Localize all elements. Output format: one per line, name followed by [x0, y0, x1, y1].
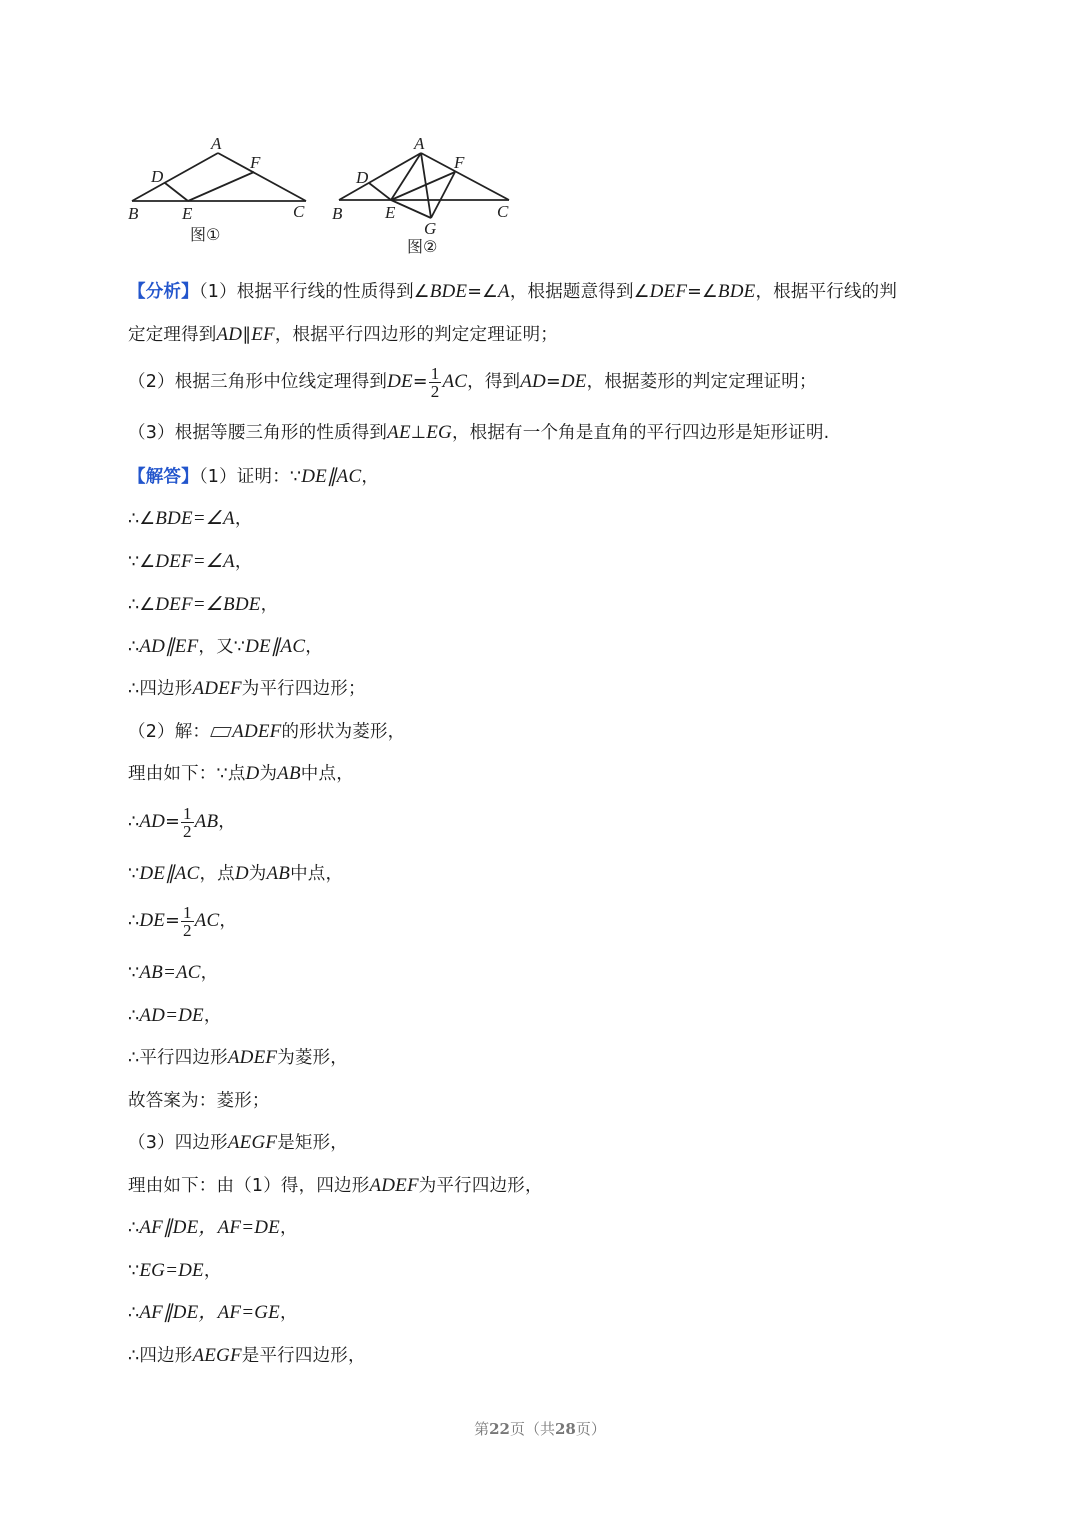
text: 为	[248, 864, 267, 884]
text: （1）证明：∵	[198, 467, 302, 487]
math: ADEF	[369, 1175, 419, 1196]
text: =	[545, 372, 561, 392]
fig2-caption: 图②	[407, 237, 438, 256]
solution-line-5	[128, 635, 323, 659]
text: （2）根据三角形中位线定理得到	[128, 372, 388, 392]
figure-1	[120, 128, 320, 253]
text: ∴∠	[128, 509, 156, 529]
math: EG	[426, 422, 452, 443]
math: AB	[277, 763, 301, 784]
math: BDE=∠A	[155, 508, 235, 529]
text: ∴	[128, 911, 140, 931]
math: DEF	[649, 281, 688, 302]
math: BDE	[717, 281, 756, 302]
text: 是矩形，	[277, 1133, 348, 1153]
solution-line-13	[128, 1004, 222, 1028]
text: ，	[203, 1261, 222, 1281]
math: DE∥AC	[139, 863, 200, 884]
math: EG=DE	[139, 1260, 204, 1281]
text: （1）根据平行线的性质得到∠	[198, 282, 430, 302]
analysis-tag: 【分析】	[128, 282, 199, 302]
solution-line-3	[128, 550, 253, 574]
text: ∴四边形	[128, 679, 193, 699]
math: AB	[194, 811, 219, 832]
text: ∴	[128, 1006, 140, 1026]
total-pages: 28	[555, 1420, 576, 1438]
text: 理由如下：由（1）得，四边形	[128, 1176, 370, 1196]
math: ADEF	[232, 721, 282, 742]
solution-line-21	[128, 1344, 366, 1368]
text: 是平行四边形，	[241, 1346, 366, 1366]
text: ∴	[128, 637, 140, 657]
math: D	[245, 763, 260, 784]
numerator: 1	[182, 803, 192, 823]
solution-line-19	[128, 1259, 222, 1283]
math: AEGF	[227, 1132, 278, 1153]
text: =∠	[467, 282, 498, 302]
text: =	[165, 911, 180, 931]
math: ADEF	[227, 1047, 278, 1068]
math: AE	[387, 422, 411, 443]
math: AD	[216, 324, 243, 345]
text: 定定理得到	[128, 325, 217, 345]
fig2-label-b: B	[332, 204, 343, 223]
text: ，	[260, 595, 279, 615]
fig1-label-f: F	[250, 153, 261, 172]
parallelogram-icon	[210, 727, 232, 737]
math: ADEF	[192, 678, 242, 699]
text: ，	[279, 1218, 298, 1238]
analysis-line-2	[128, 323, 558, 347]
fig1-caption: 图①	[190, 225, 221, 244]
text: 第	[474, 1420, 490, 1438]
fig1-label-e: E	[182, 204, 193, 223]
solution-line-20	[128, 1301, 298, 1325]
text: ，	[218, 812, 236, 832]
math: AD	[520, 371, 546, 392]
math: DE	[560, 371, 587, 392]
fig2-label-a: A	[414, 134, 425, 153]
text: ，	[203, 1006, 222, 1026]
solution-line-11	[128, 899, 237, 943]
math: AD	[139, 811, 166, 832]
text: 中点，	[300, 764, 354, 784]
numerator: 1	[430, 363, 440, 383]
math: AEGF	[192, 1345, 242, 1366]
text: ，根据菱形的判定定理证明；	[586, 372, 817, 392]
text: =∠	[687, 282, 718, 302]
analysis-line-1	[128, 280, 897, 304]
solution-line-1	[128, 465, 379, 489]
text: ，	[279, 1303, 298, 1323]
text: 为平行四边形，	[418, 1176, 543, 1196]
fig2-label-g: G	[424, 219, 437, 238]
text: 为平行四边形；	[241, 679, 366, 699]
text: ∴	[128, 812, 140, 832]
numerator: 1	[182, 902, 192, 922]
text: （2）解：	[128, 722, 211, 742]
math: DE	[139, 910, 166, 931]
text: ∵	[128, 963, 140, 983]
solution-line-15	[128, 1089, 270, 1113]
fig2-label-c: C	[497, 202, 509, 221]
text: （3）根据等腰三角形的性质得到	[128, 423, 388, 443]
text: ∴平行四边形	[128, 1048, 228, 1068]
text: ，	[305, 637, 323, 657]
text: ，根据有一个角是直角的平行四边形是矩形证明.	[451, 423, 830, 443]
fig2-label-f: F	[454, 153, 465, 172]
text: 为	[259, 764, 278, 784]
text: ，	[234, 509, 253, 529]
math: DE	[387, 371, 413, 392]
analysis-line-3	[128, 360, 817, 404]
math: D	[234, 863, 249, 884]
fig2-label-e: E	[385, 203, 396, 222]
text: ∴∠	[128, 595, 156, 615]
text: 中点，	[290, 864, 344, 884]
text: 页（共	[509, 1420, 555, 1438]
fig1-label-b: B	[128, 204, 139, 223]
math: AC	[442, 371, 468, 392]
page-number: 22	[489, 1420, 510, 1438]
text: ∴	[128, 1218, 140, 1238]
math: A	[498, 281, 510, 302]
solution-tag: 【解答】	[128, 467, 199, 487]
text: ，	[234, 552, 253, 572]
text: ，根据平行四边形的判定定理证明；	[274, 325, 559, 345]
fraction	[181, 805, 194, 840]
solution-line-12	[128, 961, 218, 985]
denominator: 2	[182, 920, 192, 940]
solution-line-9	[128, 800, 236, 844]
text: 的形状为菱形，	[281, 722, 406, 742]
solution-line-10	[128, 862, 343, 886]
math: DE∥AC	[245, 636, 306, 657]
math: DE∥AC	[301, 466, 362, 487]
denominator: 2	[430, 381, 440, 401]
math: AD∥EF	[139, 636, 199, 657]
fig1-label-d: D	[151, 167, 164, 186]
solution-line-16	[128, 1131, 348, 1155]
text: 为菱形，	[277, 1048, 348, 1068]
math: DEF=∠BDE	[155, 594, 261, 615]
analysis-line-4	[128, 421, 829, 445]
text: 理由如下：∵点	[128, 764, 246, 784]
fig1-label-c: C	[293, 202, 305, 221]
figure-2	[325, 128, 525, 263]
text: ，	[219, 911, 238, 931]
solution-line-6	[128, 677, 366, 701]
text: （3）四边形	[128, 1133, 228, 1153]
text: ∥	[242, 325, 252, 345]
text: ∵	[128, 864, 140, 884]
text: 页）	[575, 1420, 606, 1438]
solution-line-4	[128, 593, 278, 617]
text: ，	[200, 963, 219, 983]
text: ∴	[128, 1303, 140, 1323]
solution-line-17	[128, 1174, 543, 1198]
solution-line-7	[128, 720, 405, 744]
math: AF∥DE，AF=GE	[139, 1302, 280, 1323]
math: AB	[266, 863, 291, 884]
page-footer	[0, 1418, 1080, 1439]
text: ⊥	[410, 423, 427, 443]
denominator: 2	[182, 821, 192, 841]
text: ，	[361, 467, 380, 487]
math: AF∥DE，AF=DE	[139, 1217, 280, 1238]
fraction	[181, 904, 194, 939]
solution-line-18	[128, 1216, 298, 1240]
fig1-label-a: A	[211, 134, 222, 153]
solution-line-8	[128, 762, 354, 786]
math: AB=AC	[139, 962, 201, 983]
text: ，根据题意得到∠	[509, 282, 650, 302]
text: ，又∵	[198, 637, 246, 657]
math: EF	[251, 324, 275, 345]
text: =	[165, 812, 180, 832]
math: BDE	[429, 281, 468, 302]
text: ，得到	[467, 372, 521, 392]
text: =	[412, 372, 428, 392]
math: DEF=∠A	[155, 551, 235, 572]
fig2-label-d: D	[356, 168, 369, 187]
text: ∴四边形	[128, 1346, 193, 1366]
text: 故答案为：菱形；	[128, 1091, 270, 1111]
math: AC	[194, 910, 220, 931]
text: ∵∠	[128, 552, 156, 572]
solution-line-14	[128, 1046, 348, 1070]
text: ∵	[128, 1261, 140, 1281]
text: ，点	[199, 864, 235, 884]
solution-line-2	[128, 507, 253, 531]
fraction	[429, 365, 442, 400]
math: AD=DE	[139, 1005, 204, 1026]
text: ，根据平行线的判	[755, 282, 898, 302]
